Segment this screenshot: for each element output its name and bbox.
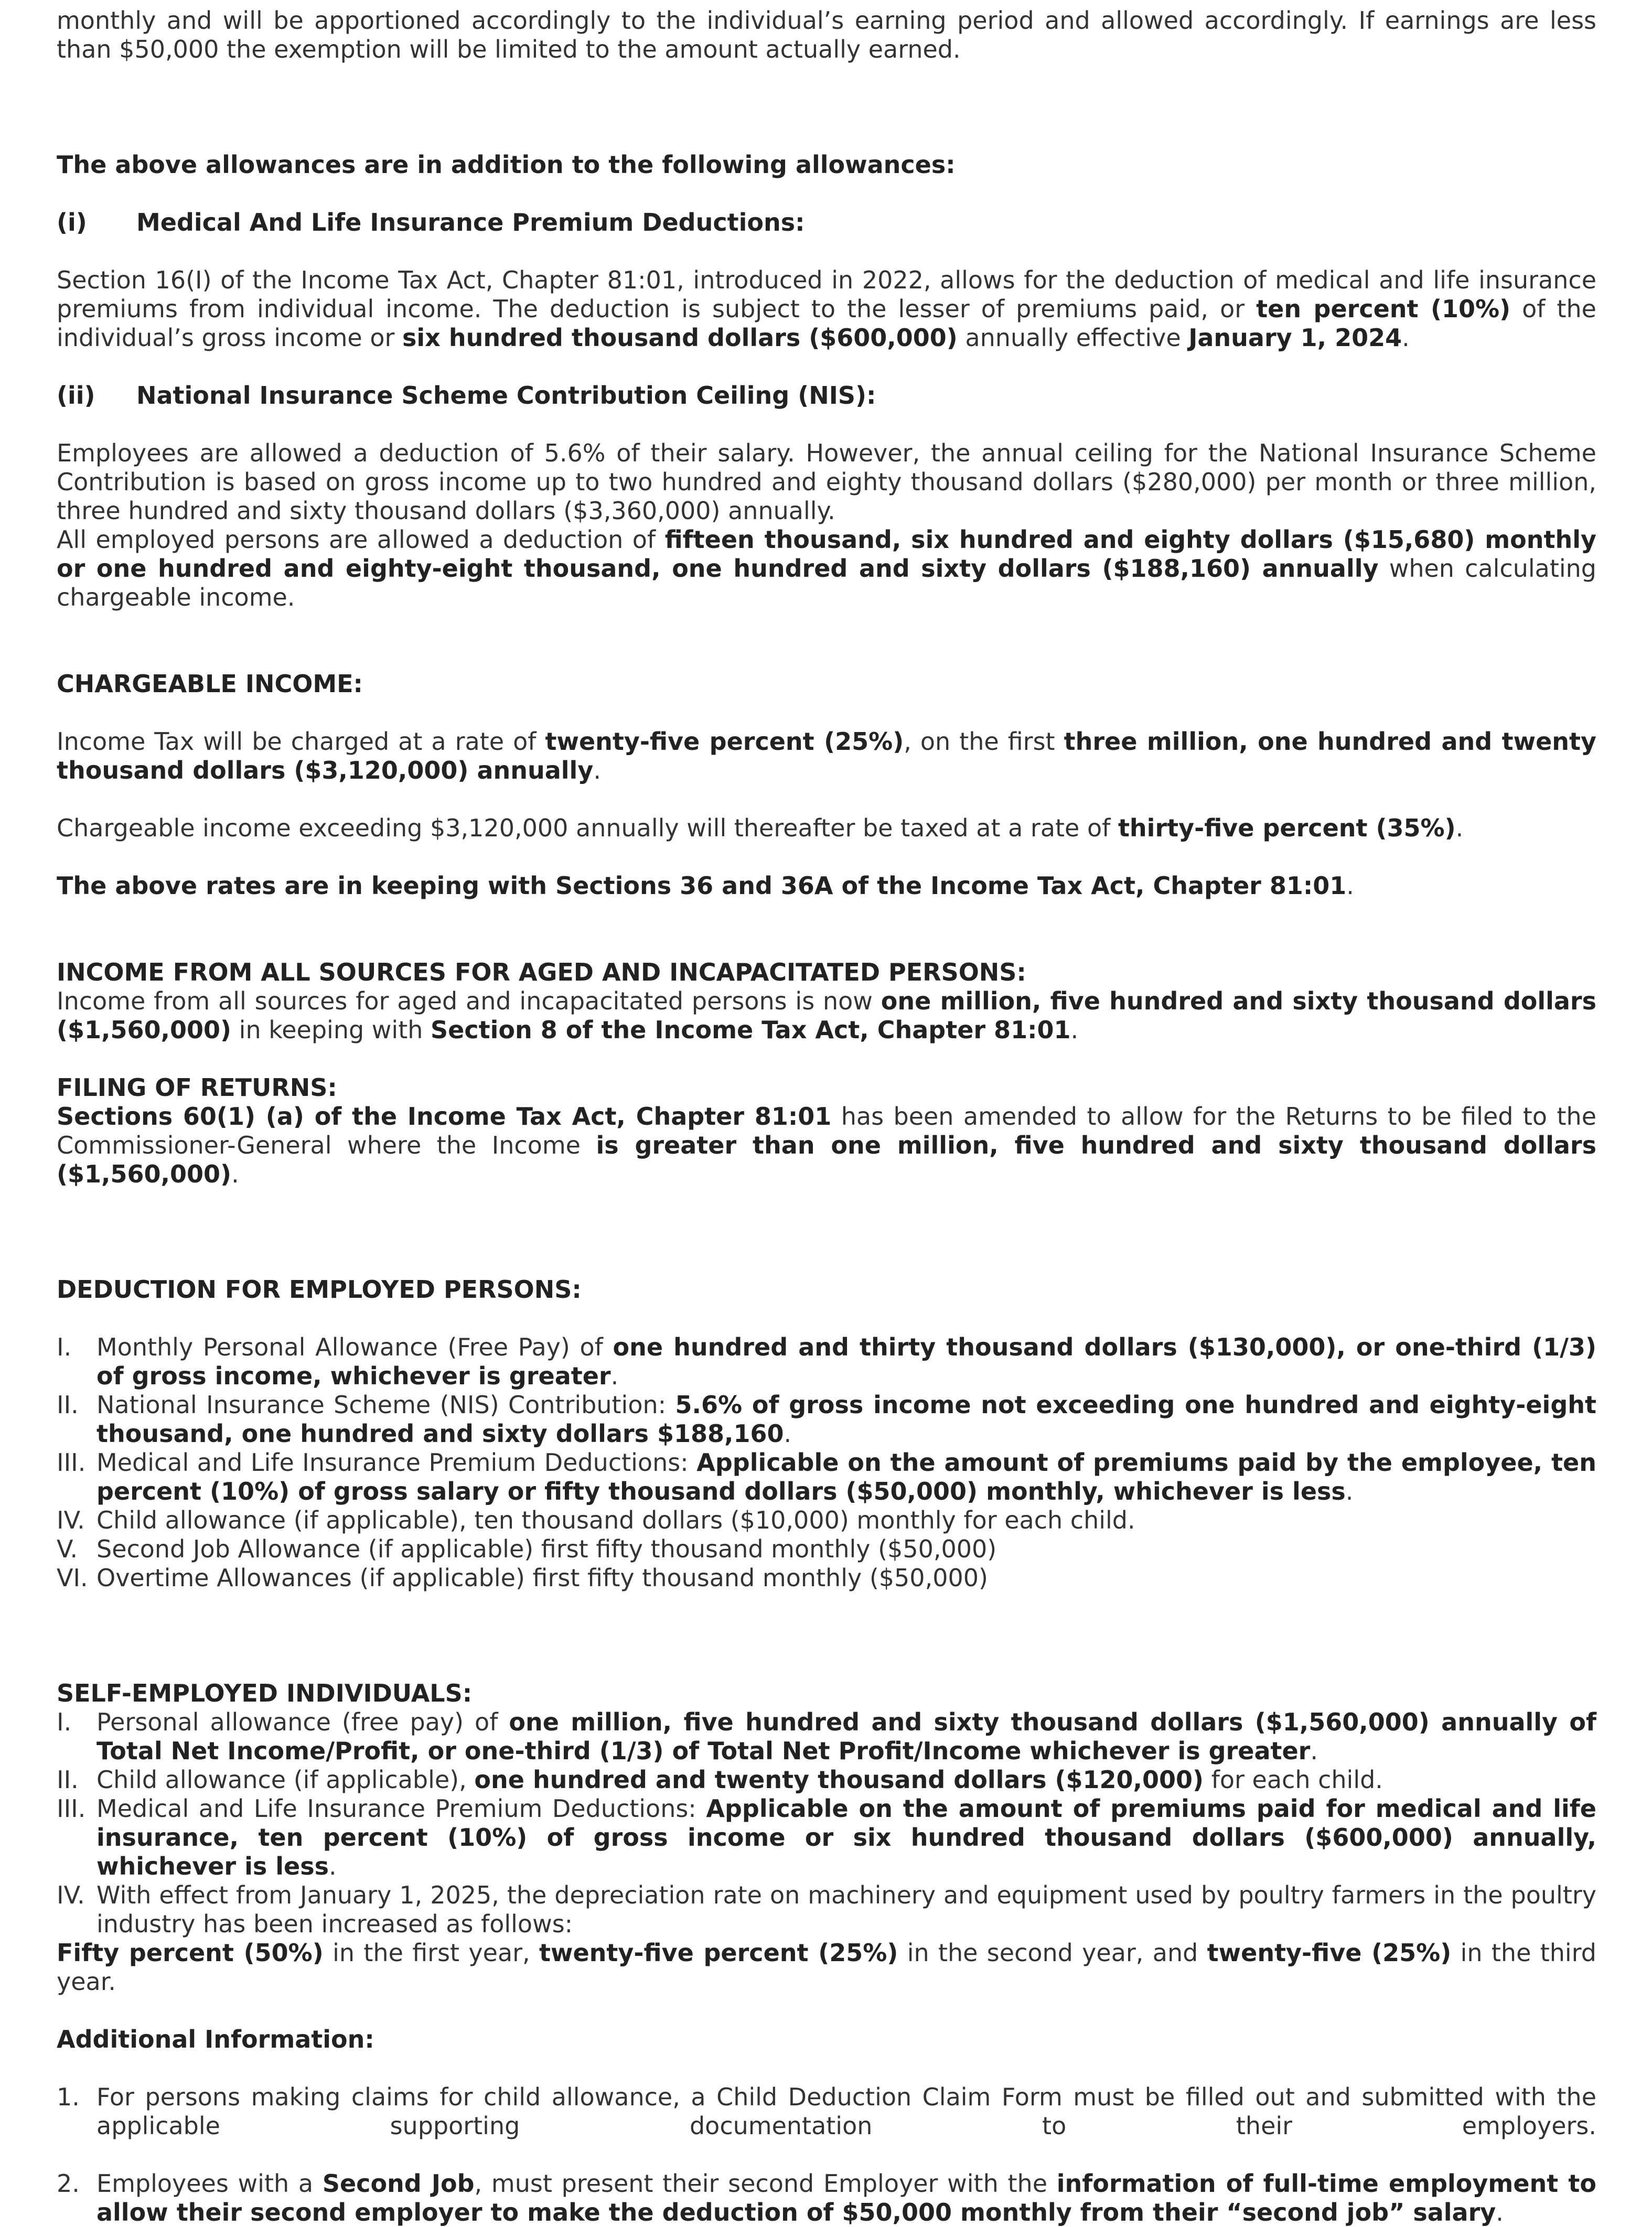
- list-item: III. Medical and Life Insurance Premium Deductions: Applicable on the amount of premiums paid for medical and life insurance, ten percent (10%) of gross income or six hundred thousand dollars ($600,000) annually, whichever is less.: [57, 1794, 1596, 1880]
- nis-subheading: [57, 381, 1596, 410]
- aged-heading: INCOME FROM ALL SOURCES FOR AGED AND INCAPACITATED PERSONS:: [57, 958, 1026, 986]
- additional-heading: Additional Information:: [57, 2025, 374, 2053]
- filing-paragraph: Sections 60(1) (a) of the Income Tax Act, Chapter 81:01 has been amended to allow for the Returns to be filed to the Commissioner-General where the Income is greater than one million, five hundred and sixty thousand dollars ($1,560,000).: [57, 1102, 1596, 1188]
- list-item: II. National Insurance Scheme (NIS) Contribution: 5.6% of gross income not exceeding one hundred and eighty-eight thousand, one hundred and sixty dollars $188,160.: [57, 1391, 1596, 1448]
- medical-paragraph: Section 16(I) of the Income Tax Act, Chapter 81:01, introduced in 2022, allows for the deduction of medical and life insurance premiums from individual income. The deduction is subject to the lesser of premiums paid, or ten percent (10%) of the individual’s gross income or six hundred thousand dollars ($600,000) annually effective January 1, 2024.: [57, 266, 1596, 352]
- intro-paragraph: monthly and will be apportioned accordingly to the individual’s earning period and allowed accordingly. If earnings are less than $50,000 the exemption will be limited to the amount actually earned.: [57, 6, 1596, 63]
- document-page: [57, 6, 1596, 2227]
- aged-paragraph: Income from all sources for aged and incapacitated persons is now one million, five hundred and sixty thousand dollars ($1,560,000) in keeping with Section 8 of the Income Tax Act, Chapter 81:01.: [57, 987, 1596, 1044]
- additional-list: [57, 2083, 1596, 2140]
- nis-paragraph-1: Employees are allowed a deduction of 5.6% of their salary. However, the annual ceiling for the National Insurance Scheme Contribution is based on gross income up to two hundred and eighty thousand dollars ($280,000) per month or three million, three hundred and sixty thousand dollars ($3,360,000) annually.: [57, 439, 1596, 525]
- chargeable-exceeding-paragraph: Chargeable income exceeding $3,120,000 annually will thereafter be taxed at a rate of thirty-five percent (35%).: [57, 814, 1464, 842]
- list-item: I. Personal allowance (free pay) of one million, five hundred and sixty thousand dollars ($1,560,000) annually of Total Net Income/Profit, or one-third (1/3) of Total Net Profit/Income whichever is greater.: [57, 1708, 1596, 1765]
- list-item: IV. Child allowance (if applicable), ten thousand dollars ($10,000) monthly for each child.: [57, 1506, 1135, 1534]
- self-employed-list: [57, 1708, 1596, 1939]
- list-item: I. Monthly Personal Allowance (Free Pay) of one hundred and thirty thousand dollars ($130,000), or one-third (1/3) of gross income, whichever is greater.: [57, 1333, 1596, 1390]
- filing-heading: FILING OF RETURNS:: [57, 1073, 337, 1102]
- medical-subheading: [57, 208, 1596, 237]
- medical-title: Medical And Life Insurance Premium Deductions:: [136, 208, 805, 236]
- list-item: V. Second Job Allowance (if applicable) first fifty thousand monthly ($50,000): [57, 1535, 997, 1563]
- list-item: VI. Overtime Allowances (if applicable) first fifty thousand monthly ($50,000): [57, 1564, 988, 1592]
- list-item: 2. Employees with a Second Job, must present their second Employer with the information of full-time employment to allow their second employer to make the deduction of $50,000 monthly from their “second job” salary.: [57, 2169, 1596, 2226]
- nis-paragraph-2: All employed persons are allowed a deduction of fifteen thousand, six hundred and eighty dollars ($15,680) monthly or one hundred and eighty-eight thousand, one hundred and sixty dollars ($188,160) annually when calculating chargeable income.: [57, 525, 1596, 611]
- depreciation-rates: Fifty percent (50%) in the first year, twenty-five percent (25%) in the second year, and twenty-five (25%) in the third year.: [57, 1939, 1596, 1996]
- list-item: III. Medical and Life Insurance Premium Deductions: Applicable on the amount of premiums paid by the employee, ten percent (10%) of gross salary or fifty thousand dollars ($50,000) monthly, whichever is less.: [57, 1448, 1596, 1505]
- self-employed-heading: SELF-EMPLOYED INDIVIDUALS:: [57, 1679, 473, 1707]
- employed-deductions-list: [57, 1333, 1596, 1593]
- list-item: 1. For persons making claims for child allowance, a Child Deduction Claim Form must be filled out and submitted with the applicable supporting documentation to their employers.: [57, 2083, 1596, 2140]
- nis-number: (ii): [57, 381, 95, 410]
- rates-note: The above rates are in keeping with Sections 36 and 36A of the Income Tax Act, Chapter 81:01.: [57, 872, 1354, 900]
- allowances-heading: The above allowances are in addition to the following allowances:: [57, 150, 956, 179]
- list-item: IV. With effect from January 1, 2025, the depreciation rate on machinery and equipment used by poultry farmers in the poultry industry has been increased as follows:: [57, 1881, 1596, 1938]
- medical-number: (i): [57, 208, 87, 236]
- employed-heading: DEDUCTION FOR EMPLOYED PERSONS:: [57, 1275, 582, 1304]
- list-item: II. Child allowance (if applicable), one hundred and twenty thousand dollars ($120,000) for each child.: [57, 1766, 1383, 1794]
- nis-title: National Insurance Scheme Contribution Ceiling (NIS):: [136, 381, 876, 410]
- chargeable-heading: CHARGEABLE INCOME:: [57, 670, 363, 698]
- chargeable-rate-paragraph: Income Tax will be charged at a rate of twenty-five percent (25%), on the first three million, one hundred and twenty thousand dollars ($3,120,000) annually.: [57, 727, 1596, 784]
- additional-list-2: [57, 2169, 1596, 2227]
